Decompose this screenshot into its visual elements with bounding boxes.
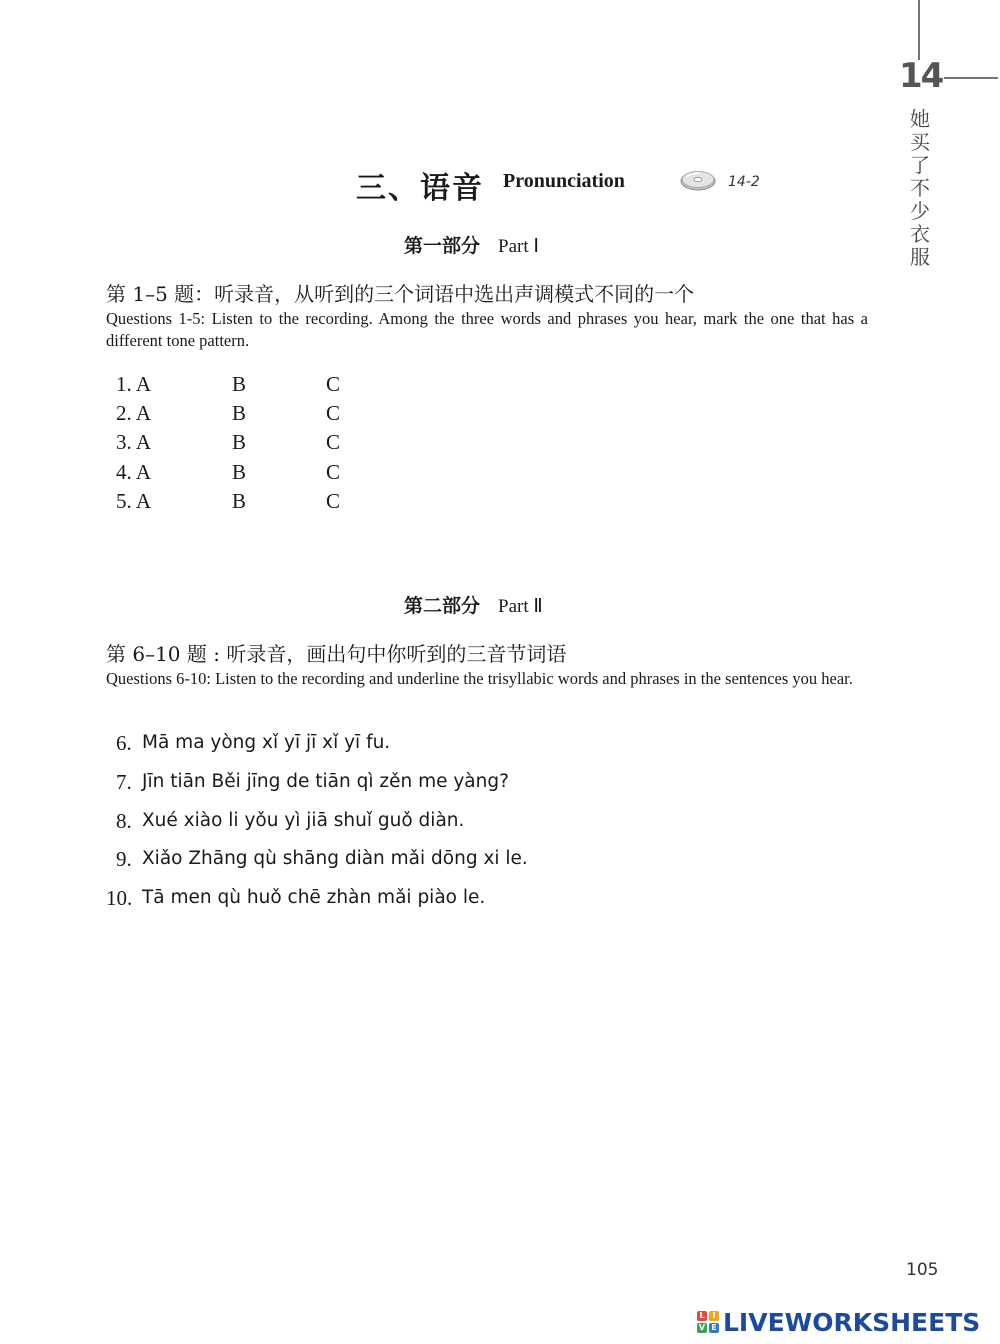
option-c[interactable]: C [326,401,341,425]
track-number: 14-2 [728,174,760,190]
option-b[interactable]: B [232,372,247,396]
option-c[interactable]: C [326,489,341,513]
question-row [116,372,376,401]
part2-heading [404,591,543,618]
part2-instruction-en: Questions 6-10: Listen to the recording and underline the trisyllabic words and phrases in the sentences you hear. [106,669,853,688]
part1-instruction-en: Questions 1-5: Listen to the recording. Among the three words and phrases you hear, mark the one that has a different tone pattern. [106,309,868,350]
page-number: 105 [906,1260,939,1280]
chapter-tab-rule [944,77,998,79]
option-a[interactable]: 5. A [116,489,152,513]
chapter-number: 14 [899,56,943,96]
logo-letter: L [697,1311,707,1321]
logo-letter: I [709,1311,719,1321]
section-title-cn: 三、语音 [356,171,484,206]
part1-heading-en: Part Ⅰ [498,236,539,257]
option-a[interactable]: 4. A [116,460,152,484]
part1-heading-cn: 第一部分 [404,235,481,257]
part1-instruction-cn: 第 1–5 题：听录音，从听到的三个词语中选出声调模式不同的一个 [106,282,695,306]
question-row [116,460,376,489]
sentence-text[interactable]: Jīn tiān Běi jīng de tiān qì zěn me yàng? [142,771,509,792]
sentence-text[interactable]: Tā men qù huǒ chē zhàn mǎi piào le. [142,887,486,908]
option-b[interactable]: B [232,460,247,484]
sentence-number: 9. [116,847,132,871]
option-c[interactable]: C [326,460,341,484]
audio-cd-icon[interactable] [680,168,716,192]
option-a[interactable]: 2. A [116,401,152,425]
part1-heading [404,231,539,258]
option-c[interactable]: C [326,372,341,396]
option-a[interactable]: 1. A [116,372,152,396]
sentence-text[interactable]: Xué xiào li yǒu yì jiā shuǐ guǒ diàn. [142,810,465,831]
logo-letter: E [709,1323,719,1333]
option-a[interactable]: 3. A [116,430,152,454]
sentence-number: 6. [116,731,132,755]
section-title-en: Pronunciation [503,170,625,192]
logo-grid-icon [697,1311,721,1335]
option-c[interactable]: C [326,430,341,454]
sentence-text[interactable]: Xiǎo Zhāng qù shāng diàn mǎi dōng xi le. [142,848,528,869]
chapter-tab-line [918,0,920,60]
sentence-number: 8. [116,809,132,833]
sentence-number: 7. [116,770,132,794]
sentence-number: 10. [106,886,133,910]
option-b[interactable]: B [232,430,247,454]
logo-letter: V [698,1323,706,1332]
chapter-title: 她买了不少衣服 [910,107,930,269]
question-row [116,430,376,459]
sentence-text[interactable]: Mā ma yòng xǐ yī jī xǐ yī fu. [142,732,391,753]
question-row [116,489,376,518]
part2-heading-en: Part Ⅱ [498,596,543,617]
option-b[interactable]: B [232,401,247,425]
part2-instruction-cn: 第 6–10 题 : 听录音，画出句中你听到的三音节词语 [106,642,567,666]
option-b[interactable]: B [232,489,247,513]
logo-text: LIVEWORKSHEETS [723,1308,981,1337]
question-row [116,401,376,430]
part2-heading-cn: 第二部分 [404,595,481,617]
